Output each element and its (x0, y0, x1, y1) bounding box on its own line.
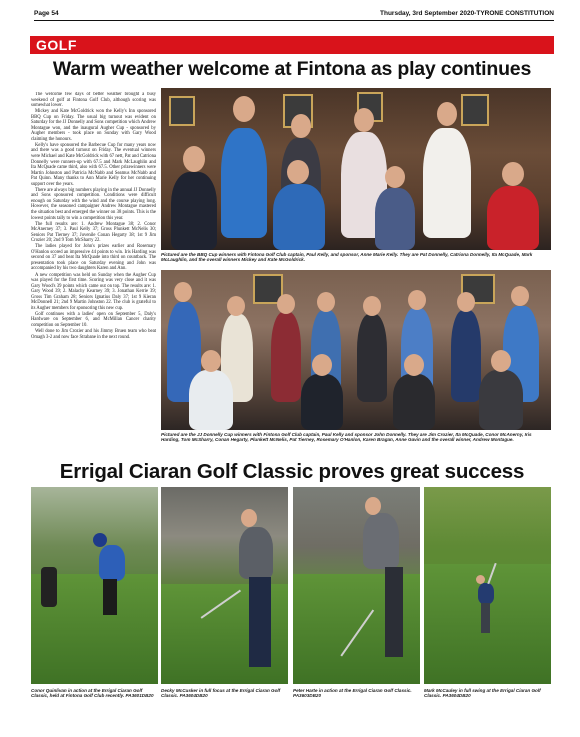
head (502, 162, 524, 186)
wall-frame (169, 96, 195, 126)
person (393, 374, 435, 430)
story1-paragraph: The full results are: 1. Andrew Montague 38; 2. Conor McAnerney 37; 3. Paul Kelly 37; Gross Plunkett McNelis 30; Seniors Pat Tierney 37; Juvenile Conan Hegarty 38; 1st 9 Jim Crozier 20; 2nd 9 Tom McSharry 22. (31, 221, 156, 244)
person (357, 314, 387, 402)
head (287, 160, 309, 184)
story1-body (31, 92, 156, 452)
head (457, 292, 475, 312)
golf-photo-decky-mccusker (161, 487, 288, 684)
golfer-legs (385, 567, 403, 657)
head (491, 350, 511, 372)
golfer-legs (103, 579, 117, 615)
head (201, 350, 221, 372)
person (451, 310, 481, 402)
golfer (478, 583, 494, 605)
head (404, 354, 424, 376)
bbq-cup-group-photo (161, 88, 551, 250)
head (365, 497, 381, 515)
section-bar (30, 36, 554, 54)
head (476, 575, 485, 584)
head (93, 533, 107, 547)
golfer (99, 545, 125, 581)
story1-paragraph: Kelly's have sponsored the Barbecue Cup for many years now and there was a good turnout on Friday. The eventual winners were Michael and Kate McGoldrick with 67 nett, Pat and Catriona Donnelly were runners-up with 67.5 and Mark McLaughlin and Ita McQuade came third, also with 67.5. Other prizewinners were Martin Johnston and Patricia McNabb and Seamus McNabb and Pat Quinn. Many thanks to Ann Marie Kelly for her continuing support over the years. (31, 142, 156, 187)
head (312, 354, 332, 376)
golf-caption-3: Peter Harte in action at the Errigal Ciaran Golf Classic. PA3603DB20 (293, 688, 412, 699)
head (291, 114, 311, 138)
story1-paragraph: The ladies played for John's prizes earlier and Rosemary O'Hanlon scored an impressive 44 points to win. Iris Harding was second on 37 and beat Ita McQuade into third on countback. The presentation took place on Saturday evening and John was accompanied by his two daughters Karen and Ann. (31, 244, 156, 272)
person (171, 172, 217, 250)
golfer (363, 513, 399, 569)
page-number: Page 54 (34, 10, 59, 17)
head (511, 286, 529, 306)
golf-caption-1: Conor Quinlivan in action at the Errigal Ciaran Golf Classic, held at Fintona Golf Club recently. PA3601DB20 (31, 688, 154, 699)
head (363, 296, 381, 316)
wall-frame (461, 94, 489, 126)
story1-paragraph: A new competition was held on Sunday when the Augher Cup was played for the first time. Scoring was very close and it was Gary Wood's 39 points which came out on top. The results are: 1. Gary Wood 39; 2. Malachy Kearney 39; 3. Jonathan Kerrie 39; Gross Tim Graham 28; Seniors Ignatius Daly 37; 1st 9 Kieran McDonnell 21; 2nd 9 Martin Johnston 22. The club is grateful to its Augher members for sponsoring this new cup. (31, 272, 156, 311)
person (375, 188, 415, 250)
head (183, 146, 205, 172)
person (273, 184, 325, 250)
story1-paragraph: Well done to Jim Crozier and his Jimmy Bruen team who beat Omagh 3-2 and now face Strabane in the next round. (31, 328, 156, 340)
golfer-legs (481, 603, 490, 633)
story1-paragraph: Mickey and Kate McGoldrick won the Kelly's Inn sponsored BBQ Cup on Friday. The usual big turnout was evident on Saturday for the JJ Donnelly and Sons competition which Andrew Montague won, and the inaugural Augher Cup - sponsored by Augher members - took place on Sunday with Gary Wood claiming the honours. (31, 109, 156, 142)
bbq-cup-caption: Pictured are the BBQ Cup winners with Fintona Golf Club captain, Paul Kelly, and sponsor, Anne Marie Kelly. They are Pat Donnelly, Catriona Donnelly, Ita McQuade, Mark McLaughlin, and the overall winners Mickey and Kate McGoldrick. (161, 252, 533, 263)
head (408, 290, 426, 310)
head (233, 96, 255, 122)
head (174, 282, 192, 302)
head (317, 292, 335, 312)
person (479, 370, 523, 430)
section-label: GOLF (36, 37, 77, 53)
head (277, 294, 295, 314)
head (354, 108, 374, 132)
person (301, 374, 343, 430)
head (385, 166, 405, 188)
golf-caption-4: Mark McCauley in full swing at the Errigal Ciaran Golf Classic. PA3604DB20 (424, 688, 541, 699)
head (227, 296, 245, 316)
story1-paragraph: There are always big numbers playing in the annual JJ Donnelly and Sons sponsored competition. Conditions were difficult enough on Saturday with the wind and the course playing long. However, the seasoned campaigner Andrew Montague mastered the situation best and emerged the winner on 38 points. This is the lowest points tally to win a competition this year. (31, 187, 156, 221)
golf-bag (41, 567, 57, 607)
person (271, 312, 301, 402)
jj-donnelly-caption: Pictured are the JJ Donnelly Cup winners with Fintona Golf Club captain, Paul Kelly and sponsor John Donnelly. They are Jim Crozier, Ita McQuade, Conor McAnerny, Iris Harding, Tom McSharry, Conan Hegarty, Plunkett McNelis, Pat Tierney, Rosemary O'Hanlon, Karen Bragan, Anne Gavin and the overall winner, Andrew Montague. (161, 432, 532, 443)
jj-donnelly-cup-group-photo (161, 270, 551, 430)
head (437, 102, 457, 126)
golf-photo-conor-quinlivan (31, 487, 158, 684)
header-rule (34, 20, 554, 21)
date-line: Thursday, 3rd September 2020-TYRONE CONSTITUTION (380, 10, 554, 17)
head (241, 509, 257, 527)
story1-paragraph: The welcome few days of better weather brought a busy weekend of golf at Fintona Golf Club, although scoring was somewhat lower. (31, 92, 156, 109)
golf-photo-peter-harte (293, 487, 420, 684)
story1-headline: Warm weather welcome at Fintona as play continues (52, 58, 532, 80)
golf-caption-2: Decky McCusker in full focus at the Errigal Ciaran Golf Classic. PA3604DB20 (161, 688, 281, 699)
person (221, 128, 267, 238)
person (189, 370, 233, 430)
story1-paragraph: Golf continues with a ladies' open on September 5, Daly's Hardware on September 6, and McMillan Cancer charity competition on September 10. (31, 311, 156, 328)
story2-headline: Errigal Ciaran Golf Classic proves great success (59, 460, 525, 483)
person (487, 186, 539, 250)
golf-photo-mark-mccauley (424, 487, 551, 684)
person (423, 128, 471, 238)
golfer-legs (249, 577, 271, 667)
golfer (239, 527, 273, 579)
